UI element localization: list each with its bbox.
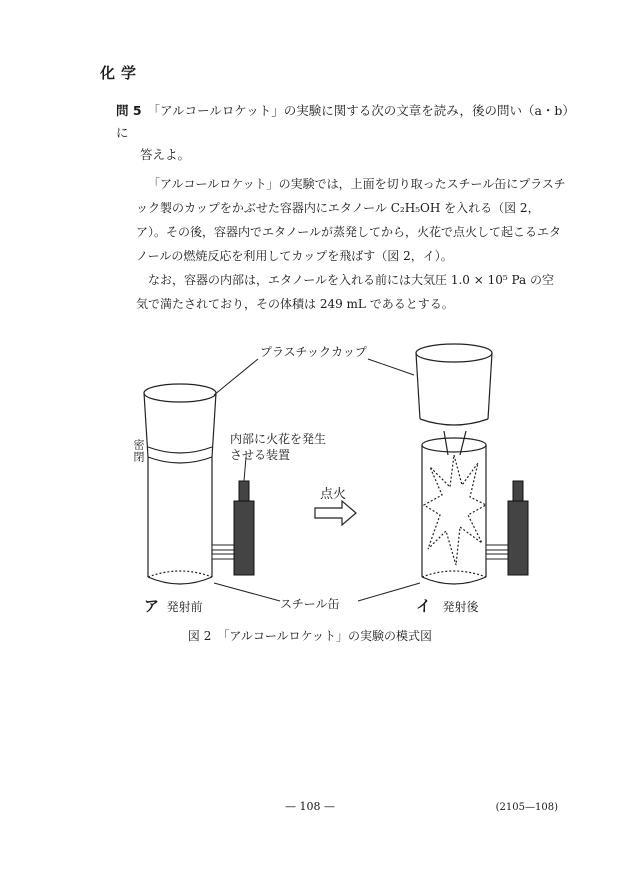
page-number: — 108 —	[285, 800, 335, 813]
explosion-burst	[424, 455, 486, 565]
paragraph-1: 「アルコールロケット」の実験では，上面を切り取ったスチール缶にプラスチック製のカップをかぶせた容器内にエタノール C₂H₅OH を入れる（図 2，ア）。その後，容器内でエタノールが蒸発してから，火花で点火して起こるエタノールの燃焼反応を利用してカップを飛ばす（図 2，イ）。	[136, 177, 566, 263]
label-igniter	[230, 431, 326, 463]
can-after	[422, 431, 486, 584]
label-plastic-cup: プラスチックカップ	[260, 345, 367, 359]
figure-caption: 図 2 「アルコールロケット」の実験の模式図	[187, 629, 433, 643]
question-instruction-line2: 答えよ。	[140, 147, 191, 162]
label-after	[416, 595, 478, 616]
label-igniter-line2: させる装置	[230, 448, 291, 462]
label-sealed: 密閉	[132, 439, 145, 463]
subject-heading: 化学	[100, 64, 143, 82]
igniter-left	[212, 481, 254, 575]
can-before	[144, 384, 216, 584]
panel-i-mark: イ	[416, 597, 432, 615]
question-number: 問 5	[116, 103, 142, 118]
ignition-arrow	[315, 501, 356, 525]
label-before	[144, 595, 203, 616]
panel-a-text: 発射前	[166, 600, 203, 614]
figure-2	[110, 335, 570, 635]
label-ignition: 点火	[320, 487, 347, 502]
igniter-right	[486, 481, 528, 575]
panel-i-text: 発射後	[442, 600, 479, 614]
exam-code: (2105—108)	[495, 802, 558, 813]
label-steel-can: スチール缶	[280, 597, 340, 611]
question-instruction-line1: 「アルコールロケット」の実験に関する次の文章を読み，後の問い（a・b）に	[116, 103, 575, 140]
question-heading	[116, 100, 576, 166]
label-igniter-line1: 内部に火花を発生	[230, 432, 327, 446]
panel-a-mark: ア	[144, 597, 160, 615]
paragraph-2: なお，容器の内部は，エタノールを入れる前には大気圧 1.0 × 10⁵ Pa の空気で満たされており，その体積は 249 mL であるとする。	[136, 273, 555, 311]
cup-launched	[416, 344, 492, 425]
